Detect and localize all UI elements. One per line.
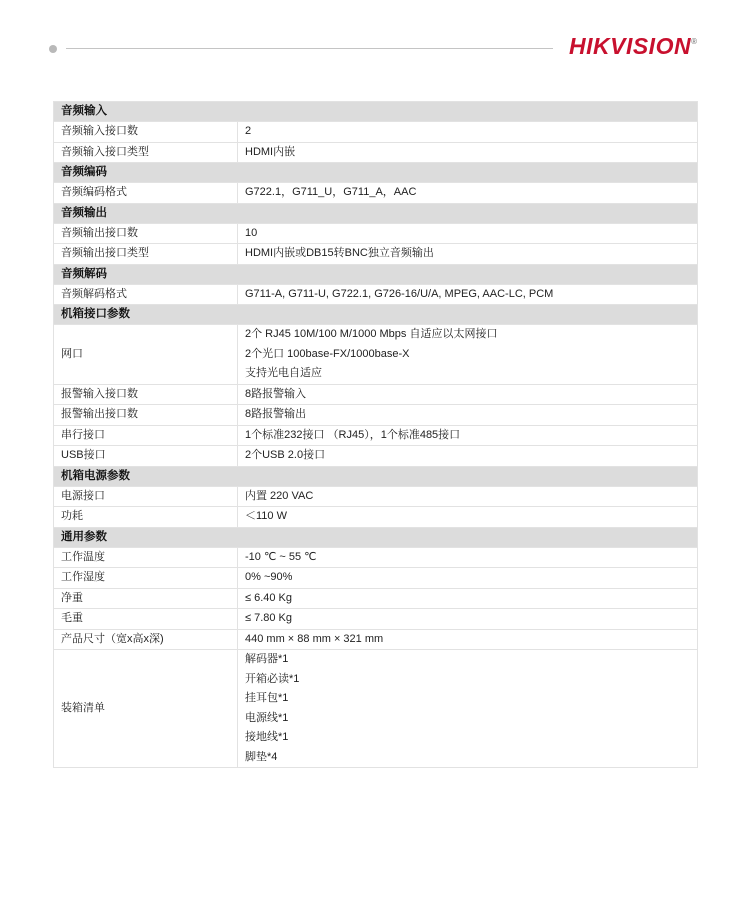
- spec-value-line: G722.1，G711_U，G711_A，AAC: [245, 186, 417, 198]
- section-header: [54, 203, 698, 223]
- spec-value-line: 解码器*1: [245, 653, 289, 665]
- spec-value-line: 脚垫*4: [245, 750, 278, 763]
- spec-value: [238, 425, 698, 446]
- spec-row: [54, 142, 698, 163]
- spec-label: 装箱清单: [54, 650, 238, 768]
- spec-value-line: 支持光电自适应: [245, 367, 322, 379]
- spec-value-line: ≤ 6.40 Kg: [245, 591, 293, 604]
- spec-value-line: 挂耳包*1: [245, 692, 289, 704]
- spec-row: [54, 122, 698, 143]
- spec-label: 音频输出接口类型: [54, 244, 238, 265]
- spec-row: [54, 446, 698, 467]
- spec-value: [238, 568, 698, 589]
- section-header: [54, 305, 698, 325]
- spec-value: [238, 507, 698, 528]
- spec-value: [238, 486, 698, 507]
- spec-value: [238, 142, 698, 163]
- spec-value: [238, 547, 698, 568]
- spec-value-line: 8路报警输出: [245, 408, 307, 420]
- spec-label: 工作湿度: [54, 568, 238, 589]
- spec-value: [238, 183, 698, 204]
- spec-value-line: 2个 RJ45 10M/100 M/1000 Mbps 自适应以太网接口: [245, 328, 498, 340]
- section-title: 音频输入: [54, 102, 698, 122]
- spec-value-line: HDMI内嵌或DB15转BNC独立音频输出: [245, 247, 434, 259]
- spec-value-line: 2个USB 2.0接口: [245, 449, 326, 461]
- spec-row: [54, 405, 698, 426]
- spec-row: [54, 629, 698, 650]
- spec-row: [54, 183, 698, 204]
- spec-label: USB接口: [54, 446, 238, 467]
- spec-value-line: 接地线*1: [245, 731, 289, 743]
- spec-value: [238, 325, 698, 385]
- spec-value-line: 0% ~90%: [245, 571, 293, 583]
- spec-row: [54, 609, 698, 630]
- spec-value: [238, 284, 698, 305]
- spec-value: [238, 588, 698, 609]
- section-title: 音频输出: [54, 203, 698, 223]
- spec-row: [54, 223, 698, 244]
- spec-label: 音频编码格式: [54, 183, 238, 204]
- spec-label: 报警输出接口数: [54, 405, 238, 426]
- spec-value: [238, 244, 698, 265]
- section-title: 机箱电源参数: [54, 466, 698, 486]
- spec-value-line: 10: [245, 226, 258, 239]
- section-title: 通用参数: [54, 527, 698, 547]
- section-title: 音频编码: [54, 163, 698, 183]
- spec-value: [238, 384, 698, 405]
- spec-label: 音频输入接口数: [54, 122, 238, 143]
- spec-value-line: 2: [245, 125, 252, 137]
- spec-table: [53, 101, 698, 768]
- spec-row: [54, 325, 698, 385]
- spec-row: [54, 425, 698, 446]
- spec-label: 音频解码格式: [54, 284, 238, 305]
- spec-value-line: -10 ℃ ~ 55 ℃: [245, 550, 317, 563]
- spec-value: [238, 405, 698, 426]
- spec-value: [238, 629, 698, 650]
- spec-value-line: 开箱必读*1: [245, 672, 300, 685]
- spec-value-line: 8路报警输入: [245, 387, 307, 400]
- spec-row: [54, 507, 698, 528]
- hikvision-logo: HIKVISION®: [569, 33, 698, 59]
- spec-label: 功耗: [54, 507, 238, 528]
- spec-value-line: 1个标准232接口 （RJ45），1个标准485接口: [245, 428, 461, 441]
- section-title: 音频解码: [54, 264, 698, 284]
- spec-label: 电源接口: [54, 486, 238, 507]
- spec-row: [54, 384, 698, 405]
- spec-row: [54, 486, 698, 507]
- spec-value-line: G711-A, G711-U, G722.1, G726-16/U/A, MPEG, AAC-LC, PCM: [245, 287, 554, 300]
- spec-label: 净重: [54, 588, 238, 609]
- spec-value-line: 2个光口 100base-FX/1000base-X: [245, 347, 410, 360]
- spec-label: 串行接口: [54, 425, 238, 446]
- section-header: [54, 527, 698, 547]
- spec-value-line: 电源线*1: [245, 711, 289, 724]
- spec-value: [238, 446, 698, 467]
- spec-value-line: 内置 220 VAC: [245, 489, 314, 502]
- spec-row: [54, 244, 698, 265]
- spec-value-line: HDMI内嵌: [245, 145, 296, 158]
- spec-row: [54, 588, 698, 609]
- spec-value: [238, 223, 698, 244]
- header-divider: [66, 48, 553, 49]
- spec-value-line: 440 mm × 88 mm × 321 mm: [245, 632, 384, 645]
- section-header: [54, 264, 698, 284]
- spec-value: [238, 122, 698, 143]
- spec-value-line: ＜110 W: [245, 510, 287, 522]
- spec-value-line: ≤ 7.80 Kg: [245, 612, 293, 624]
- spec-row: [54, 547, 698, 568]
- spec-row: [54, 284, 698, 305]
- spec-label: 毛重: [54, 609, 238, 630]
- section-header: [54, 466, 698, 486]
- spec-label: 报警输入接口数: [54, 384, 238, 405]
- spec-row: [54, 568, 698, 589]
- section-header: [54, 102, 698, 122]
- header-dot: [49, 45, 57, 53]
- spec-label: 音频输出接口数: [54, 223, 238, 244]
- section-title: 机箱接口参数: [54, 305, 698, 325]
- spec-row: [54, 650, 698, 768]
- spec-label: 网口: [54, 325, 238, 385]
- spec-label: 产品尺寸（宽x高x深): [54, 629, 238, 650]
- spec-label: 音频输入接口类型: [54, 142, 238, 163]
- spec-value: [238, 609, 698, 630]
- spec-value: [238, 650, 698, 768]
- section-header: [54, 163, 698, 183]
- spec-label: 工作温度: [54, 547, 238, 568]
